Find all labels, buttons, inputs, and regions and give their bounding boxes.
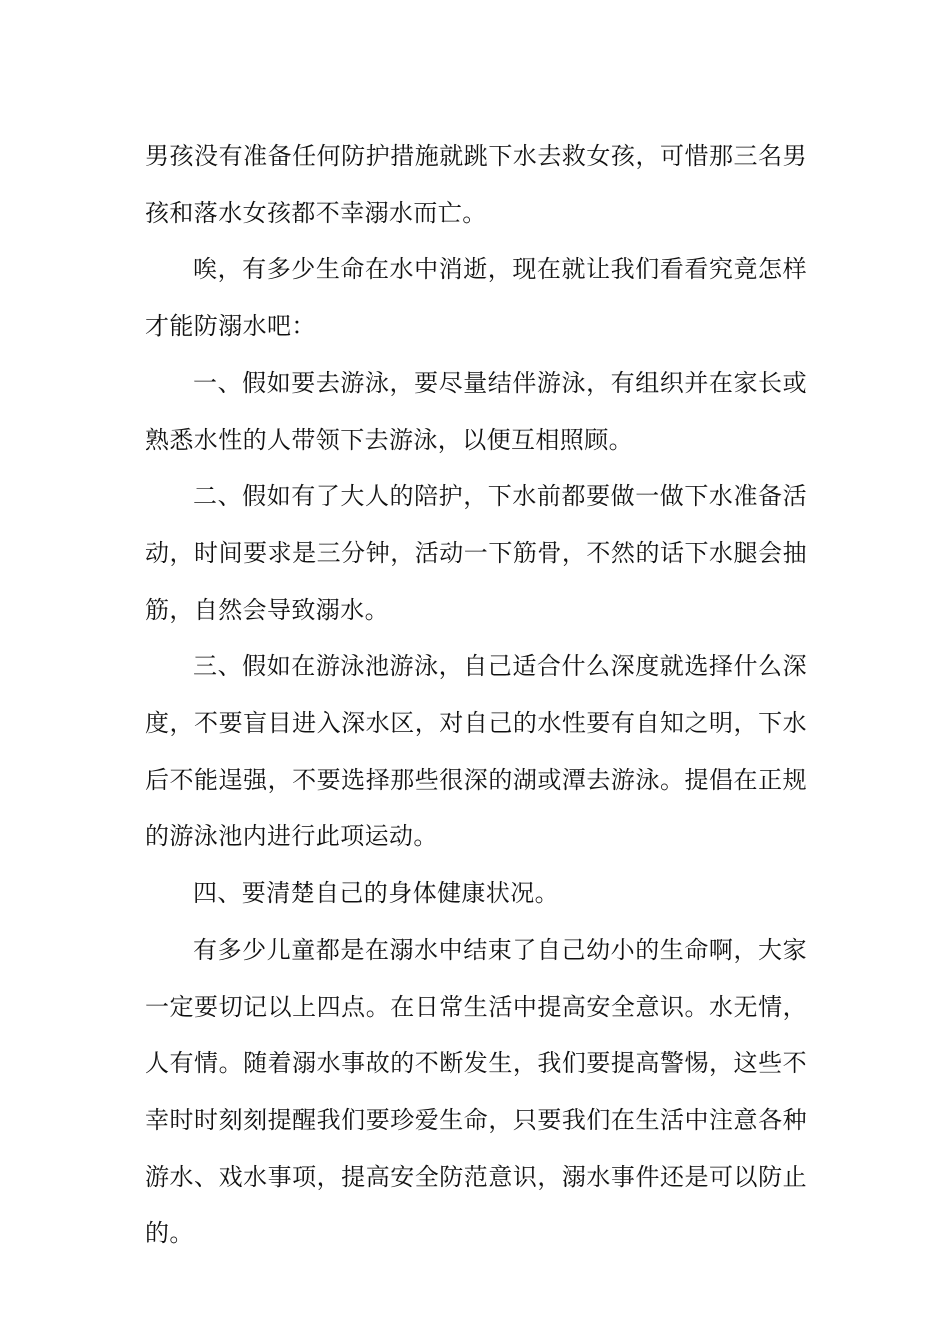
paragraph-point-3: 三、假如在游泳池游泳，自己适合什么深度就选择什么深度，不要盲目进入深水区，对自己的水性要有自知之明，下水后不能逞强，不要选择那些很深的湖或潭去游泳。提倡在正规的游泳池内进行此项运动。 xyxy=(145,652,807,851)
paragraph-conclusion: 有多少儿童都是在溺水中结束了自己幼小的生命啊，大家一定要切记以上四点。在日常生活中提高安全意识。水无情，人有情。随着溺水事故的不断发生，我们要提高警惕，这些不幸时时刻刻提醒我们要珍爱生命，只要我们在生活中注意各种游水、戏水事项，提高安全防范意识，溺水事件还是可以防止的。 xyxy=(145,935,807,1248)
body-text xyxy=(145,128,807,1262)
paragraph-point-1: 一、假如要去游泳，要尽量结伴游泳，有组织并在家长或熟悉水性的人带领下去游泳，以便互相照顾。 xyxy=(145,368,807,454)
paragraph-intro: 唉，有多少生命在水中消逝，现在就让我们看看究竟怎样才能防溺水吧： xyxy=(145,255,807,341)
paragraph-continuation: 男孩没有准备任何防护措施就跳下水去救女孩，可惜那三名男孩和落水女孩都不幸溺水而亡。 xyxy=(145,142,807,227)
paragraph-point-2: 二、假如有了大人的陪护，下水前都要做一做下水准备活动，时间要求是三分钟，活动一下筋骨，不然的话下水腿会抽筋，自然会导致溺水。 xyxy=(145,482,807,624)
paragraph-point-4: 四、要清楚自己的身体健康状况。 xyxy=(193,879,559,908)
